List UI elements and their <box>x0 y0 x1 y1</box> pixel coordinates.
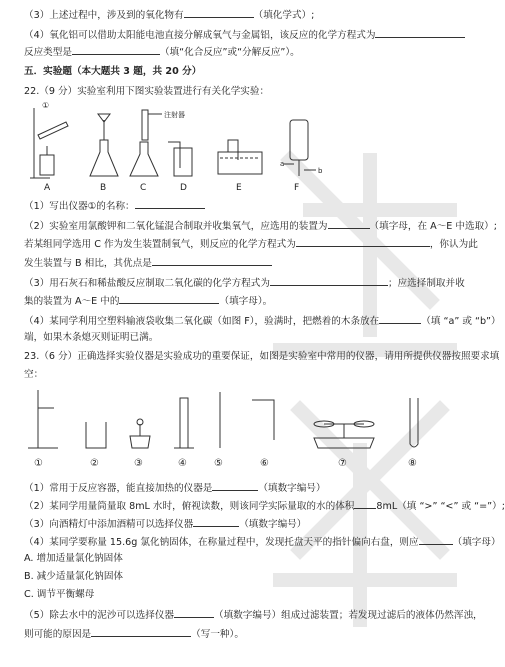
answer-blank[interactable] <box>270 276 388 286</box>
answer-blank[interactable] <box>91 627 191 637</box>
q4-type-suffix: （填“化合反应”或“分解反应”）。 <box>159 47 300 58</box>
number-2: ② <box>90 458 99 469</box>
answer-blank[interactable] <box>328 219 370 229</box>
option-c: C. 调节平衡螺母 <box>24 589 95 600</box>
beaker <box>86 422 106 448</box>
answer-blank[interactable] <box>119 294 219 304</box>
q22-4-text: （4）某同学利用空塑料输液袋收集二氧化碳（如图 F），验满时，把燃着的木条放在 <box>24 316 380 327</box>
question-22-stem: 22.（9 分）实验室利用下图实验装置进行有关化学实验： <box>24 86 270 97</box>
conical-flask-b <box>90 140 118 176</box>
test-tube <box>410 398 418 447</box>
label-f: F <box>294 183 300 193</box>
label-e: E <box>236 183 242 193</box>
alcohol-lamp <box>40 155 54 175</box>
q23-3-text: （3）向酒精灯中添加酒精可以选择仪器 <box>24 519 194 530</box>
number-4: ④ <box>178 458 187 469</box>
line-q3 <box>24 8 314 22</box>
marker-1: ① <box>42 101 50 110</box>
instrument-figure <box>24 384 454 470</box>
answer-blank[interactable] <box>212 481 258 491</box>
q23-1 <box>24 481 326 495</box>
q23-4-text: （4）某同学要称量 15.6g 氯化钠固体，在称量过程中，发现托盘天平的指针偏向右盘，则应 <box>24 537 419 548</box>
q22-3-text: （3）用石灰石和稀盐酸反应制取二氧化碳的化学方程式为 <box>24 278 270 289</box>
answer-blank[interactable] <box>296 237 430 247</box>
marker-a: a <box>280 160 285 168</box>
answer-blank[interactable] <box>379 314 421 324</box>
line-q4-type <box>24 45 300 59</box>
label-b: B <box>100 183 107 193</box>
q3-suffix: （填化学式）; <box>253 10 315 21</box>
q22-3-suffix: ；应选择制取并收 <box>387 278 465 289</box>
answer-blank[interactable] <box>419 535 453 545</box>
q23-6-text: 则可能的原因是 <box>24 629 92 640</box>
label-c: C <box>140 183 147 193</box>
q22-2e <box>24 256 272 270</box>
q22-2c-suffix: ，你认为此 <box>429 239 478 250</box>
line-q4 <box>24 28 465 42</box>
q22-3 <box>24 276 465 290</box>
q23-stem: 23.（6 分）正确选择实验仪器是实验成功的重要保证，如图是实验室中常用的仪器，请用所提供仪器按照要求填 <box>24 351 500 362</box>
answer-blank[interactable] <box>135 199 205 209</box>
number-5: ⑤ <box>214 458 223 469</box>
q22-2c-text: 若某组同学选用 C 作为发生装置制氧气，则反应的化学方程式为 <box>24 239 296 250</box>
q22-2-suffix: （填字母，在 A～E 中选取）; <box>369 221 498 232</box>
apparatus-figure <box>28 100 328 192</box>
q22-4c: 端，如果木条熄灭则证明已满。 <box>24 332 159 343</box>
q4-type-text: 反应类型是 <box>24 47 72 58</box>
syringe <box>142 110 148 140</box>
q22-3c <box>24 294 272 308</box>
number-1: ① <box>34 458 43 469</box>
q23-6-suffix: （写一种）。 <box>191 629 244 640</box>
q23-5 <box>24 608 483 622</box>
label-d: D <box>180 183 187 193</box>
q23-3 <box>24 517 306 531</box>
q23-2-suffix: 8mL（填 “>” “<” 或 “=”）; <box>376 501 505 512</box>
q23-stem-2: 空： <box>24 369 44 380</box>
number-7: ⑦ <box>338 458 347 469</box>
q23-1-text: （1）常用于反应容器，能直接加热的仪器是 <box>24 483 213 494</box>
answer-blank[interactable] <box>184 8 254 18</box>
conical-flask-c <box>130 142 158 176</box>
section-heading: 五．实验题（本大题共 3 题，共 20 分） <box>24 66 202 77</box>
q23-4 <box>24 535 501 549</box>
q22-3c-text: 集的装置为 A～E 中的 <box>24 296 120 307</box>
answer-blank[interactable] <box>375 28 465 38</box>
q22-3c-suffix: （填字母）。 <box>219 296 273 307</box>
test-tube <box>38 122 68 139</box>
number-6: ⑥ <box>260 458 269 469</box>
answer-blank[interactable] <box>72 45 160 55</box>
infusion-bag <box>290 120 308 160</box>
q22-2e-text: 发生装置与 B 相比，其优点是 <box>24 258 152 269</box>
option-b: B. 减少适量氯化钠固体 <box>24 571 124 582</box>
tray-balance <box>314 438 374 448</box>
number-3: ③ <box>134 458 143 469</box>
option-a: A. 增加适量氯化钠固体 <box>24 553 123 564</box>
alcohol-lamp <box>130 436 150 448</box>
answer-blank[interactable] <box>193 517 239 527</box>
graduated-cylinder <box>180 398 188 448</box>
q22-2 <box>24 219 497 233</box>
label-a: A <box>44 183 51 193</box>
q23-4-suffix: （填字母） <box>452 537 501 548</box>
q22-2c <box>24 237 478 251</box>
syringe-label: 注射器 <box>164 111 185 119</box>
answer-blank[interactable] <box>152 256 272 266</box>
gas-bottle-d <box>174 148 192 176</box>
test-tube-holder <box>252 400 274 440</box>
marker-b: b <box>318 167 323 175</box>
answer-blank[interactable] <box>354 499 376 509</box>
answer-blank[interactable] <box>174 608 214 618</box>
q23-3-suffix: （填数字编号） <box>239 519 307 530</box>
q23-2-text: （2）某同学用量筒量取 8mL 水时，俯视读数，则该同学实际量取的水的体积 <box>24 501 355 512</box>
q23-2 <box>24 499 505 513</box>
number-8: ⑧ <box>408 458 417 469</box>
water-trough <box>218 152 262 174</box>
q23-5-text: （5）除去水中的泥沙可以选择仪器 <box>24 610 175 621</box>
q23-5-suffix: （填数字编号）组成过滤装置；若发现过滤后的液体仍然浑浊， <box>214 610 483 621</box>
q23-1-suffix: （填数字编号） <box>258 483 326 494</box>
q4-text: （4）氧化铝可以借助太阳能电池直接分解成氧气与金属铝，该反应的化学方程式为 <box>24 30 376 41</box>
q22-1-text: （1）写出仪器①的名称： <box>24 201 135 212</box>
q23-6 <box>24 627 244 641</box>
q22-2-text: （2）实验室用氯酸钾和二氧化锰混合制取并收集氧气，应选用的装置为 <box>24 221 328 232</box>
q3-text: （3）上述过程中，涉及到的氧化物有 <box>24 10 184 21</box>
q22-4 <box>24 314 501 328</box>
q22-4-suffix: （填 “a” 或 “b”） <box>421 316 501 327</box>
q22-1 <box>24 199 205 213</box>
